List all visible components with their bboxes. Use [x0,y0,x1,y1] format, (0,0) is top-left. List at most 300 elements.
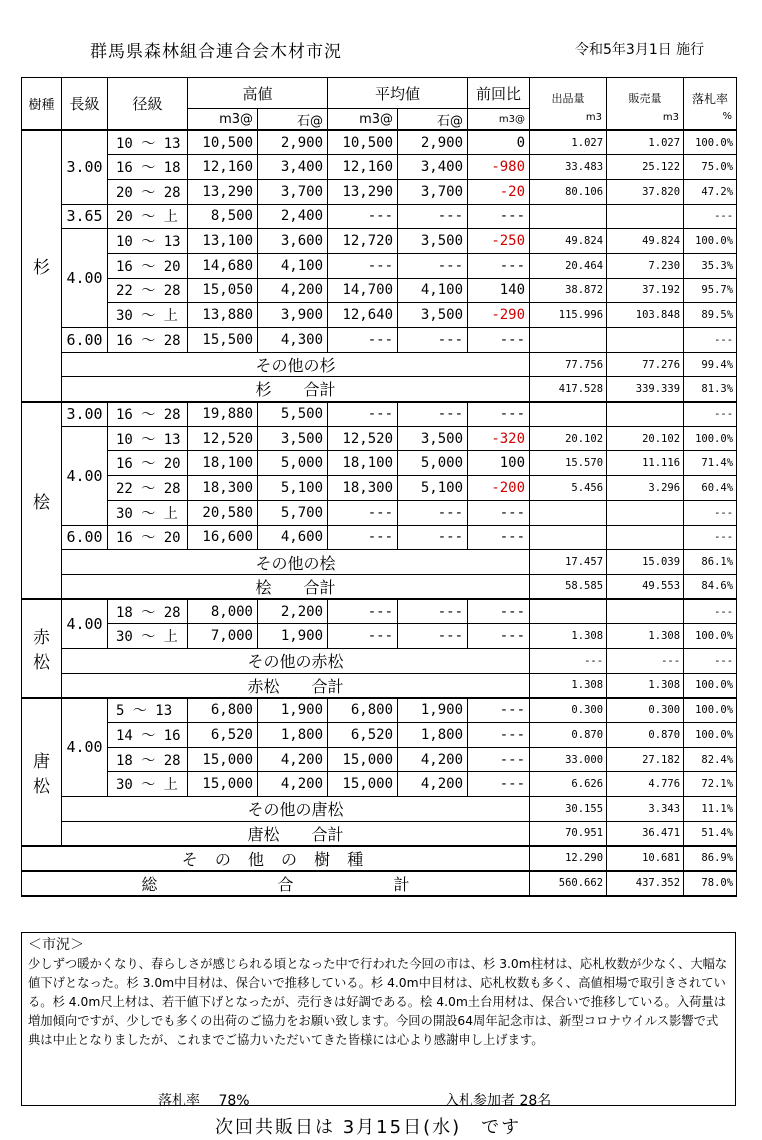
prev-diff: --- [468,772,530,797]
col-rate: 落札率 % [684,78,737,131]
avg-m3: 12,640 [328,303,398,328]
supply-volume: 0.300 [530,698,607,723]
prev-diff: -290 [468,303,530,328]
high-koku: 5,000 [258,451,328,476]
prev-diff: --- [468,525,530,550]
prev-diff: -250 [468,229,530,254]
avg-koku: 3,700 [398,179,468,204]
length-class: 3.00 [62,130,108,204]
avg-koku: 1,900 [398,698,468,723]
diameter-range: 30 ～ 上 [108,303,188,328]
bid-rate: --- [684,599,737,624]
sold-volume: 37.192 [607,278,684,303]
other-label: その他の杉 [62,352,530,377]
supply-volume [530,525,607,550]
footer-bidders: 入札参加者 28名 [445,1093,552,1109]
sold-volume [607,599,684,624]
sold-volume: 11.116 [607,451,684,476]
table-row [22,772,737,797]
enforcement-date: 令和5年3月1日 施行 [575,42,705,58]
col-diameter: 径級 [108,78,188,131]
supply-volume: 5.456 [530,476,607,501]
other-row [22,352,737,377]
bid-rate: 100.0% [684,698,737,723]
table-row [22,599,737,624]
grand-total-row [22,871,737,896]
diameter-range: 18 ～ 28 [108,747,188,772]
high-koku: 2,200 [258,599,328,624]
sold-volume: 3.296 [607,476,684,501]
bid-rate: 95.7% [684,278,737,303]
bid-rate: 100.0% [684,673,737,698]
other-label: その他の桧 [62,550,530,575]
supply-volume: 58.585 [530,574,607,599]
avg-m3: --- [328,624,398,649]
supply-volume [530,500,607,525]
high-m3: 6,520 [188,723,258,748]
prev-diff: -320 [468,426,530,451]
prev-diff: --- [468,402,530,427]
high-koku: 4,200 [258,747,328,772]
high-koku: 3,900 [258,303,328,328]
high-m3: 15,050 [188,278,258,303]
supply-volume: 560.662 [530,871,607,896]
avg-koku: --- [398,525,468,550]
avg-m3: 15,000 [328,772,398,797]
bid-rate: --- [684,204,737,229]
high-koku: 1,900 [258,624,328,649]
prev-diff: --- [468,624,530,649]
supply-volume: 33.483 [530,155,607,180]
subtotal-row [22,574,737,599]
grand-label-3: 計 [393,874,410,894]
diameter-range: 10 ～ 13 [108,130,188,155]
other-row [22,797,737,822]
grand-label-2: 合 [277,874,294,894]
high-m3: 12,520 [188,426,258,451]
bid-rate: 35.3% [684,253,737,278]
page-title: 群馬県森林組合連合会木材市況 [90,42,342,62]
avg-koku: 4,200 [398,747,468,772]
supply-volume: 20.102 [530,426,607,451]
length-class: 6.00 [62,328,108,353]
sold-volume [607,328,684,353]
bid-rate: --- [684,525,737,550]
bid-rate: --- [684,328,737,353]
supply-volume [530,328,607,353]
diameter-range: 16 ～ 20 [108,253,188,278]
avg-koku: 4,100 [398,278,468,303]
avg-koku: 1,800 [398,723,468,748]
unit-sold: m3 [662,112,680,123]
sold-volume: 20.102 [607,426,684,451]
grand-total-label [22,871,530,896]
supply-volume [530,599,607,624]
avg-m3: 6,520 [328,723,398,748]
length-class: 6.00 [62,525,108,550]
species-name-2: 松 [33,653,50,674]
supply-volume: --- [530,648,607,673]
bid-rate: --- [684,648,737,673]
bid-rate: 51.4% [684,821,737,846]
high-m3: 10,500 [188,130,258,155]
bid-rate: 86.9% [684,846,737,871]
avg-koku: 4,200 [398,772,468,797]
prev-diff: -980 [468,155,530,180]
bid-rate: 100.0% [684,229,737,254]
unit-high-koku: 石@ [258,109,328,131]
supply-volume: 80.106 [530,179,607,204]
length-class: 3.00 [62,402,108,427]
diameter-range: 16 ～ 28 [108,402,188,427]
sold-volume: 0.300 [607,698,684,723]
col-length: 長級 [62,78,108,131]
market-commentary [21,932,736,1106]
avg-koku: --- [398,253,468,278]
prev-diff: -200 [468,476,530,501]
sold-volume [607,204,684,229]
market-body: 少しずつ暖かくなり、春らしさが感じられる頃となった中で行われた今回の市は、杉 3.0m柱材は、応札枚数が少なく、大幅な値下げとなった。杉 3.0m中目材は、保合いで推移している。杉 4.0m中目材は、応札枚数も多く、高値相場で取引きされている。杉 4.0m尺上材は、若干値下げとなったが、売行きは好調である。桧 4.0m土台用材は、保合いで推移している。入荷量は増加傾向ですが、少しでも多くの出荷のご協力をお願い致します。今回の開設64周年記念市は、新型コロナウイルス影響で式典は中止となりましたが、これまでご協力いただいてきた皆様には心より感謝申し上げます。 [28,957,728,1047]
high-m3: 14,680 [188,253,258,278]
length-class: 3.65 [62,204,108,229]
sold-volume [607,525,684,550]
avg-koku: --- [398,500,468,525]
bid-rate: 82.4% [684,747,737,772]
sold-volume: 10.681 [607,846,684,871]
avg-m3: 18,100 [328,451,398,476]
prev-diff: --- [468,500,530,525]
diameter-range: 22 ～ 28 [108,476,188,501]
subtotal-label: 杉 合計 [62,377,530,402]
sold-volume: 1.308 [607,673,684,698]
sold-volume: 103.848 [607,303,684,328]
table-row [22,476,737,501]
high-m3: 8,000 [188,599,258,624]
avg-m3: 14,700 [328,278,398,303]
supply-volume: 38.872 [530,278,607,303]
unit-avg-m3: m3@ [328,109,398,131]
other-label: その他の唐松 [62,797,530,822]
unit-avg-koku: 石@ [398,109,468,131]
high-koku: 3,600 [258,229,328,254]
length-class: 4.00 [62,698,108,797]
unit-rate: % [722,111,733,122]
subtotal-label: 赤松 合計 [62,673,530,698]
diameter-range: 18 ～ 28 [108,599,188,624]
unit-supply: m3 [585,112,603,123]
high-m3: 13,100 [188,229,258,254]
avg-koku: 3,500 [398,303,468,328]
avg-koku: 3,500 [398,426,468,451]
sold-volume: 25.122 [607,155,684,180]
diameter-range: 14 ～ 16 [108,723,188,748]
avg-m3: --- [328,402,398,427]
sold-volume: 339.339 [607,377,684,402]
bid-rate: 75.0% [684,155,737,180]
sold-volume: 37.820 [607,179,684,204]
subtotal-row [22,673,737,698]
high-m3: 18,100 [188,451,258,476]
avg-m3: 18,300 [328,476,398,501]
avg-koku: 3,400 [398,155,468,180]
avg-koku: --- [398,402,468,427]
table-row [22,451,737,476]
col-avg: 平均値 [328,78,468,109]
avg-koku: --- [398,328,468,353]
table-row [22,179,737,204]
high-koku: 4,100 [258,253,328,278]
bid-rate: 100.0% [684,624,737,649]
prev-diff: --- [468,599,530,624]
prev-diff: --- [468,328,530,353]
bid-rate: 86.1% [684,550,737,575]
high-koku: 4,600 [258,525,328,550]
supply-volume: 6.626 [530,772,607,797]
sold-volume: 77.276 [607,352,684,377]
table-row [22,130,737,155]
high-koku: 3,400 [258,155,328,180]
high-m3: 6,800 [188,698,258,723]
sold-volume [607,402,684,427]
bid-rate: 89.5% [684,303,737,328]
avg-m3: 15,000 [328,747,398,772]
table-row [22,204,737,229]
avg-m3: --- [328,328,398,353]
sold-volume: 49.824 [607,229,684,254]
avg-m3: --- [328,599,398,624]
unit-high-m3: m3@ [188,109,258,131]
bid-rate: 100.0% [684,723,737,748]
bid-rate: --- [684,500,737,525]
other-species-row [22,846,737,871]
avg-koku: --- [398,204,468,229]
table-row [22,525,737,550]
supply-volume: 33.000 [530,747,607,772]
table-row [22,328,737,353]
table-row [22,229,737,254]
high-koku: 2,900 [258,130,328,155]
col-prev: 前回比 [468,78,530,109]
length-class: 4.00 [62,426,108,525]
bid-rate: 71.4% [684,451,737,476]
length-class: 4.00 [62,229,108,328]
supply-volume: 1.027 [530,130,607,155]
sold-volume: 36.471 [607,821,684,846]
col-supply: 出品量 m3 [530,78,607,131]
sold-volume: 15.039 [607,550,684,575]
diameter-range: 16 ～ 20 [108,525,188,550]
subtotal-row [22,377,737,402]
avg-m3: --- [328,500,398,525]
prev-diff: --- [468,723,530,748]
species-akamatsu [22,599,62,698]
col-sold: 販売量 m3 [607,78,684,131]
diameter-range: 10 ～ 13 [108,229,188,254]
other-label: その他の赤松 [62,648,530,673]
other-species-label: そ の 他 の 樹 種 [22,846,530,871]
avg-koku: 5,100 [398,476,468,501]
avg-m3: 10,500 [328,130,398,155]
high-m3: 12,160 [188,155,258,180]
table-row [22,402,737,427]
supply-volume: 70.951 [530,821,607,846]
high-m3: 15,000 [188,772,258,797]
supply-volume: 17.457 [530,550,607,575]
sold-volume [607,500,684,525]
high-m3: 18,300 [188,476,258,501]
high-koku: 5,100 [258,476,328,501]
table-row [22,500,737,525]
avg-koku: --- [398,624,468,649]
length-class: 4.00 [62,599,108,648]
species-name-1: 唐 [33,751,50,772]
prev-diff: 140 [468,278,530,303]
bid-rate: 11.1% [684,797,737,822]
supply-volume: 417.528 [530,377,607,402]
diameter-range: 22 ～ 28 [108,278,188,303]
high-koku: 2,400 [258,204,328,229]
bid-rate: 78.0% [684,871,737,896]
sold-volume: 27.182 [607,747,684,772]
diameter-range: 30 ～ 上 [108,772,188,797]
high-koku: 3,500 [258,426,328,451]
table-row [22,426,737,451]
avg-koku: 5,000 [398,451,468,476]
prev-diff: --- [468,204,530,229]
supply-volume: 20.464 [530,253,607,278]
avg-koku: 2,900 [398,130,468,155]
high-m3: 13,880 [188,303,258,328]
table-row [22,747,737,772]
species-sugi: 杉 [22,130,62,402]
supply-volume: 30.155 [530,797,607,822]
avg-m3: --- [328,253,398,278]
avg-m3: --- [328,525,398,550]
footer-next-date: 次回共販日は 3月15日(水) です [215,1117,522,1138]
other-row [22,648,737,673]
sold-volume: 1.308 [607,624,684,649]
table-row [22,698,737,723]
high-m3: 8,500 [188,204,258,229]
subtotal-row [22,821,737,846]
bid-rate: 81.3% [684,377,737,402]
market-price-table [21,77,737,897]
high-koku: 1,800 [258,723,328,748]
species-name-2: 松 [33,776,50,797]
market-heading: ＜市況＞ [28,937,84,953]
footer-rate: 落札率 78% [158,1093,250,1109]
high-m3: 15,000 [188,747,258,772]
bid-rate: 99.4% [684,352,737,377]
high-m3: 20,580 [188,500,258,525]
subtotal-label: 桧 合計 [62,574,530,599]
prev-diff: --- [468,698,530,723]
high-m3: 13,290 [188,179,258,204]
bid-rate: 100.0% [684,130,737,155]
col-species: 樹種 [22,78,62,131]
unit-prev: m3@ [468,109,530,131]
bid-rate: 72.1% [684,772,737,797]
avg-koku: 3,500 [398,229,468,254]
prev-diff: -20 [468,179,530,204]
other-row [22,550,737,575]
avg-m3: 6,800 [328,698,398,723]
table-row [22,278,737,303]
table-row [22,155,737,180]
avg-m3: 12,720 [328,229,398,254]
diameter-range: 5 ～ 13 [108,698,188,723]
sold-volume: 4.776 [607,772,684,797]
supply-volume: 1.308 [530,624,607,649]
sold-volume: 0.870 [607,723,684,748]
bid-rate: 100.0% [684,426,737,451]
sold-volume: 1.027 [607,130,684,155]
species-hinoki: 桧 [22,402,62,600]
avg-koku: --- [398,599,468,624]
diameter-range: 20 ～ 上 [108,204,188,229]
prev-diff: 0 [468,130,530,155]
col-high: 高値 [188,78,328,109]
bid-rate: --- [684,402,737,427]
avg-m3: 13,290 [328,179,398,204]
supply-volume: 12.290 [530,846,607,871]
bid-rate: 84.6% [684,574,737,599]
high-koku: 4,300 [258,328,328,353]
high-koku: 3,700 [258,179,328,204]
prev-diff: --- [468,747,530,772]
sold-volume: --- [607,648,684,673]
diameter-range: 30 ～ 上 [108,624,188,649]
prev-diff: 100 [468,451,530,476]
bid-rate: 47.2% [684,179,737,204]
subtotal-label: 唐松 合計 [62,821,530,846]
avg-m3: --- [328,204,398,229]
supply-volume: 115.996 [530,303,607,328]
high-m3: 16,600 [188,525,258,550]
high-m3: 19,880 [188,402,258,427]
supply-volume: 1.308 [530,673,607,698]
sold-volume: 7.230 [607,253,684,278]
high-koku: 5,700 [258,500,328,525]
prev-diff: --- [468,253,530,278]
avg-m3: 12,160 [328,155,398,180]
high-koku: 4,200 [258,278,328,303]
avg-m3: 12,520 [328,426,398,451]
sold-volume: 49.553 [607,574,684,599]
diameter-range: 10 ～ 13 [108,426,188,451]
sold-volume: 3.343 [607,797,684,822]
high-m3: 15,500 [188,328,258,353]
supply-volume: 49.824 [530,229,607,254]
supply-volume [530,204,607,229]
high-koku: 5,500 [258,402,328,427]
grand-label-1: 総 [141,874,158,894]
diameter-range: 30 ～ 上 [108,500,188,525]
table-row [22,624,737,649]
supply-volume: 77.756 [530,352,607,377]
supply-volume: 0.870 [530,723,607,748]
diameter-range: 16 ～ 20 [108,451,188,476]
diameter-range: 16 ～ 28 [108,328,188,353]
diameter-range: 20 ～ 28 [108,179,188,204]
table-row [22,253,737,278]
species-karamatsu [22,698,62,846]
sold-volume: 437.352 [607,871,684,896]
supply-volume: 15.570 [530,451,607,476]
table-row [22,723,737,748]
high-koku: 4,200 [258,772,328,797]
supply-volume [530,402,607,427]
